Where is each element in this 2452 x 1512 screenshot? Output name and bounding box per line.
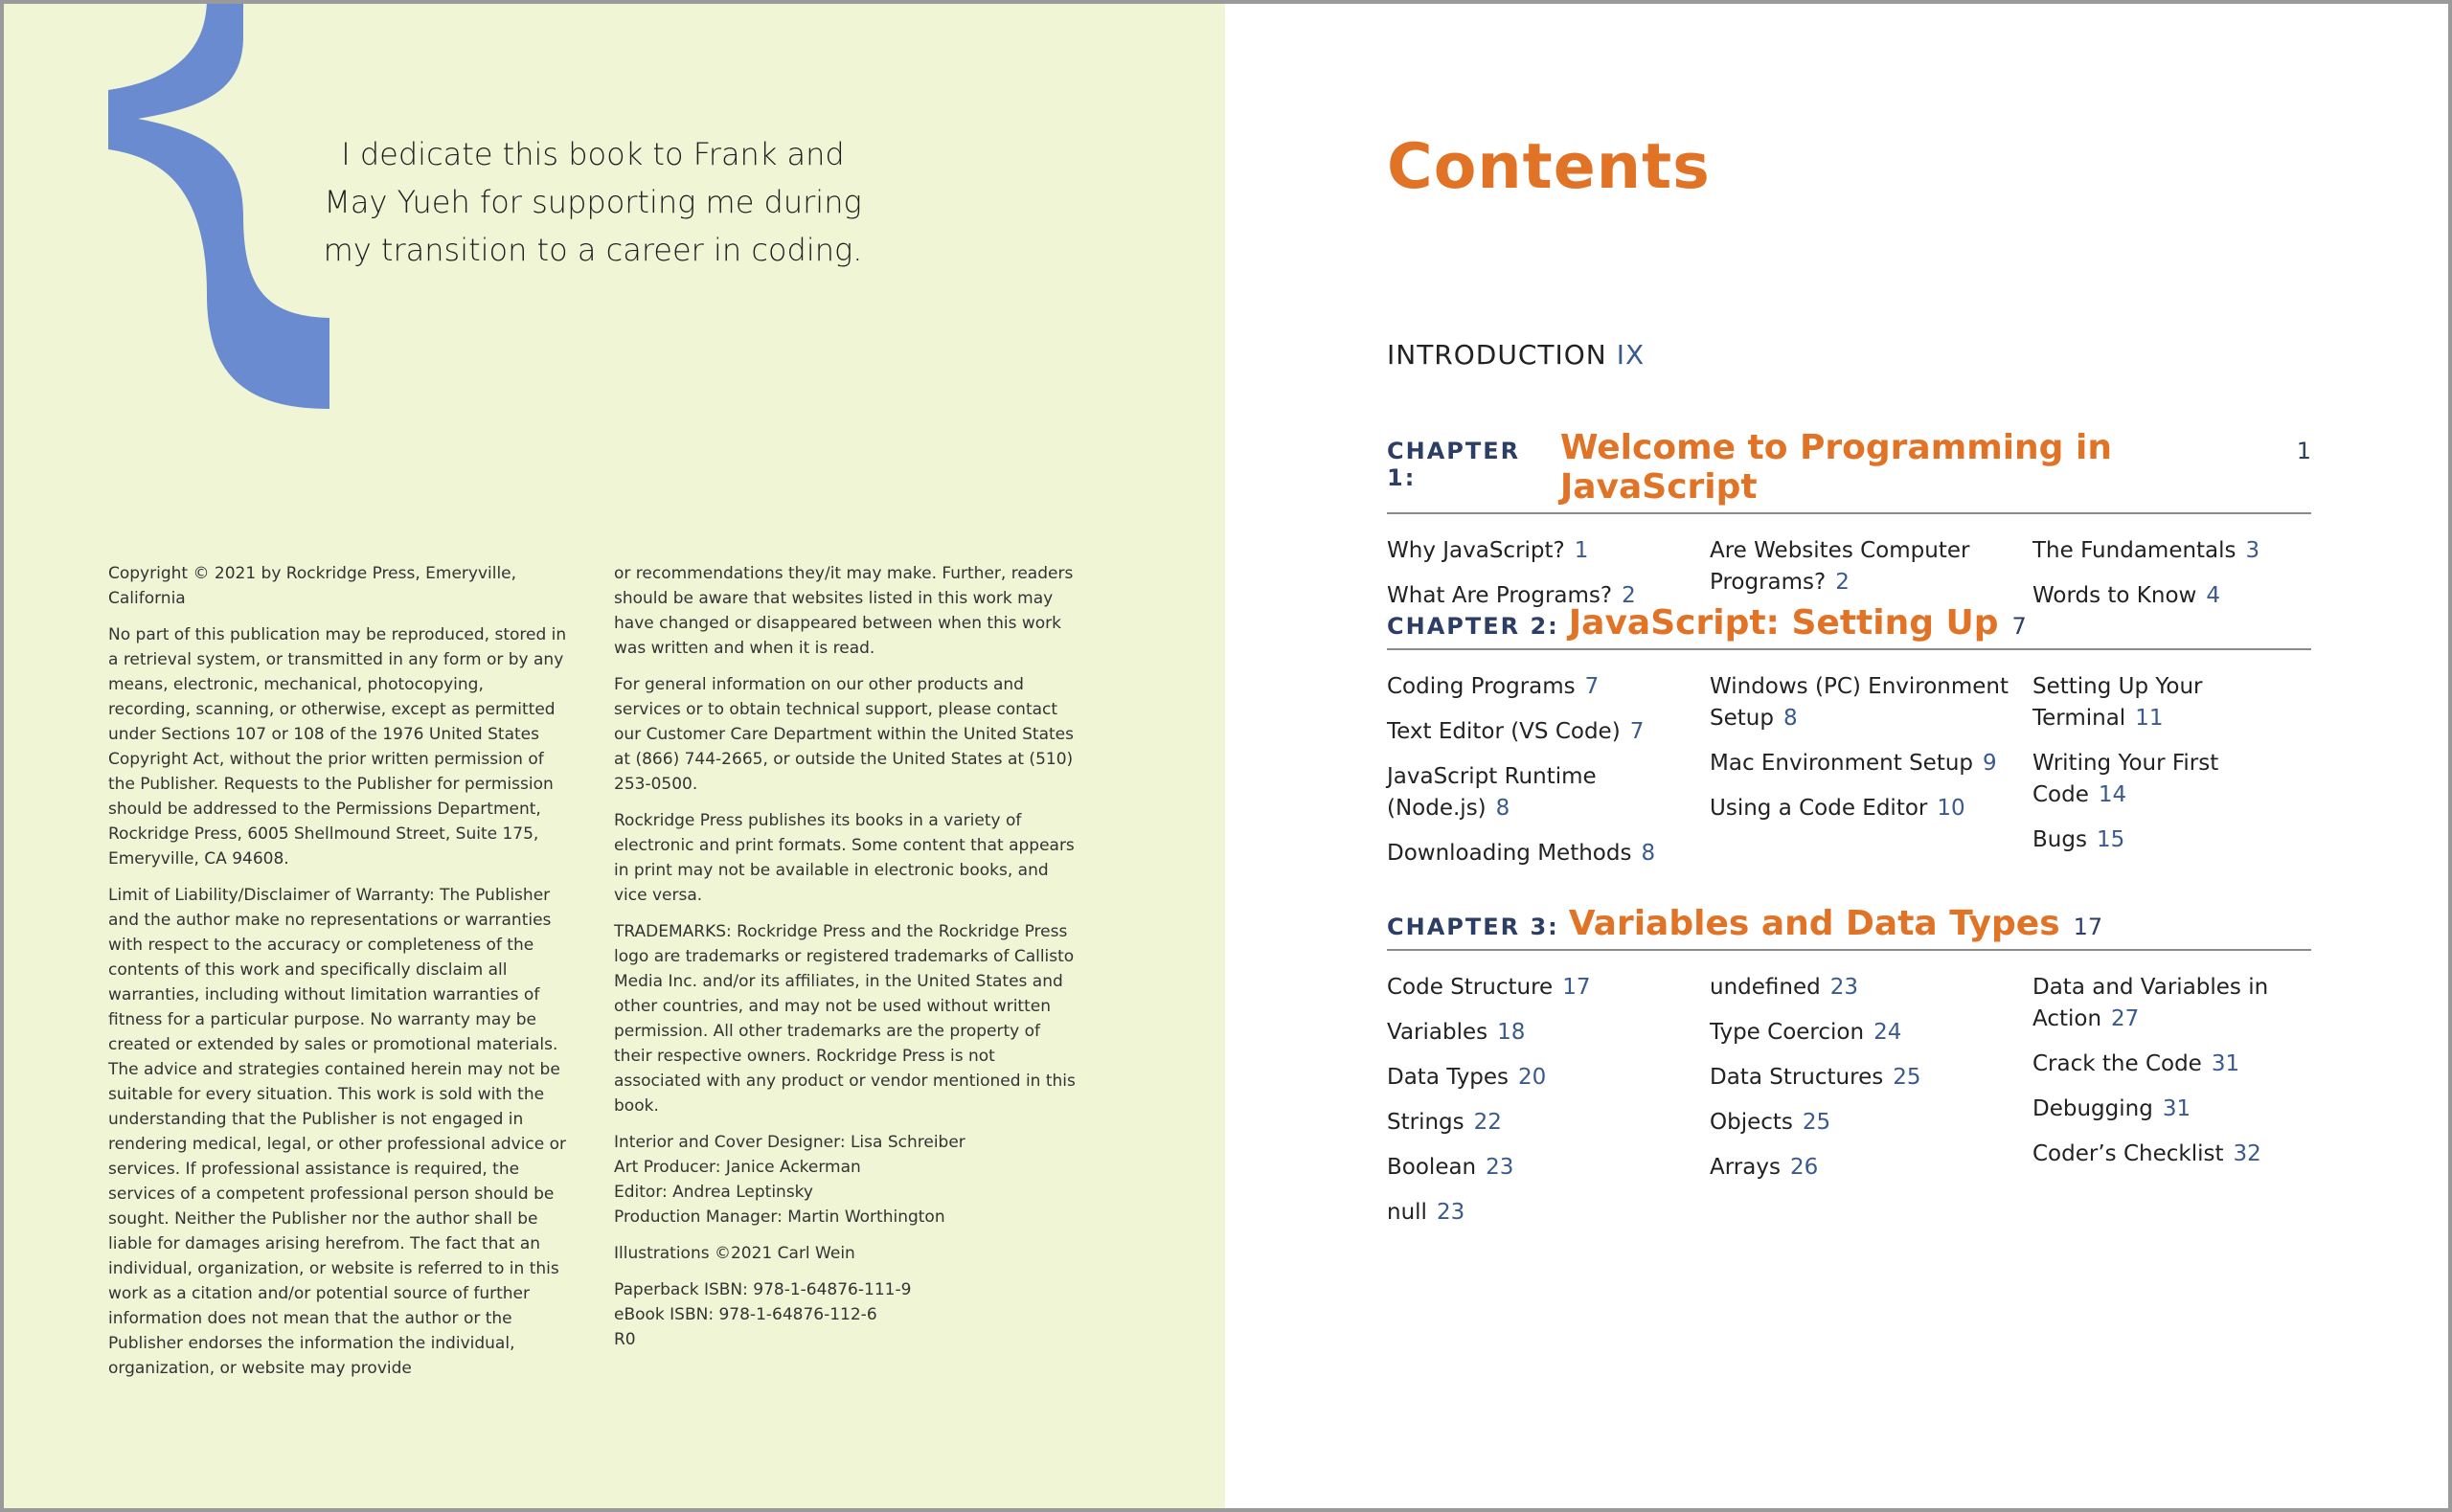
toc-entry-title: Setting Up Your Terminal bbox=[2032, 674, 2203, 731]
chapter-entries bbox=[1387, 671, 2311, 883]
left-page bbox=[4, 4, 1225, 1508]
dedication-line: my transition to a career in coding. bbox=[323, 232, 863, 268]
chapter-title: JavaScript: Setting Up bbox=[1568, 603, 1999, 643]
chapter-heading[interactable] bbox=[1387, 603, 2311, 650]
toc-entry-page: 1 bbox=[1574, 538, 1589, 563]
toc-chapter-3 bbox=[1387, 904, 2311, 1242]
toc-entry-title: Coder’s Checklist bbox=[2032, 1141, 2224, 1166]
toc-entry[interactable] bbox=[2032, 671, 2310, 734]
toc-entry-title: Arrays bbox=[1710, 1155, 1781, 1180]
toc-entry[interactable] bbox=[2032, 1139, 2310, 1170]
toc-entry[interactable] bbox=[1387, 535, 1710, 567]
copyright-paragraph: Copyright © 2021 by Rockridge Press, Emeryville, California bbox=[108, 564, 517, 608]
toc-entry[interactable] bbox=[1387, 1197, 1710, 1229]
toc-entry-title: Data Structures bbox=[1710, 1065, 1884, 1090]
copyright-line: Production Manager: Martin Worthington bbox=[614, 1207, 945, 1227]
toc-entry-title: What Are Programs? bbox=[1387, 583, 1613, 608]
toc-entry[interactable] bbox=[2032, 1094, 2310, 1125]
copyright-paragraph bbox=[614, 1277, 1076, 1352]
toc-entry[interactable] bbox=[1387, 1152, 1710, 1184]
toc-entry-title: Mac Environment Setup bbox=[1710, 751, 1974, 776]
toc-entry-page: 22 bbox=[1473, 1110, 1502, 1135]
dedication bbox=[320, 130, 866, 274]
toc-entry-page: 15 bbox=[2096, 827, 2125, 852]
copyright-column-left bbox=[108, 561, 570, 1392]
toc-entry[interactable] bbox=[1710, 671, 2032, 734]
toc-entry-page: 8 bbox=[1641, 841, 1656, 866]
copyright-line: or recommendations they/it may make. Further, readers should be aware that websites listed in this work may have changed or disappeared between when this work was written and when it is read. bbox=[614, 564, 1074, 658]
toc-entry-page: 25 bbox=[1802, 1110, 1831, 1135]
toc-entry-title: undefined bbox=[1710, 975, 1821, 1000]
copyright-paragraph bbox=[614, 808, 1076, 908]
toc-entry[interactable] bbox=[2032, 1049, 2310, 1080]
copyright-line: Paperback ISBN: 978-1-64876-111-9 bbox=[614, 1280, 912, 1299]
entry-column bbox=[2032, 972, 2310, 1242]
toc-entry[interactable] bbox=[1710, 1152, 2032, 1184]
copyright-line: Editor: Andrea Leptinsky bbox=[614, 1183, 813, 1202]
copyright-paragraph: Limit of Liability/Disclaimer of Warranty: The Publisher and the author make no representations or warranties with respect to the accuracy or completeness of the contents of this work and specifically disclaim all warranties, including without limitation warranties of fitness for a particular purpose. No warranty may be created or extended by sales or promotional materials. The advice and strategies contained herein may not be suitable for every situation. This work is sold with the understanding that the Publisher is not engaged in rendering medical, legal, or other professional advice or services. If professional assistance is required, the services of a competent professional person should be sought. Neither the Publisher nor the author shall be liable for damages arising herefrom. The fact that an individual, organization, or website is referred to in this work as a citation and/or potential source of further information does not mean that the author or the Publisher endorses the information the individual, organization, or website may provide bbox=[108, 886, 567, 1378]
toc-entry-title: Variables bbox=[1387, 1020, 1488, 1045]
copyright-line: Art Producer: Janice Ackerman bbox=[614, 1158, 861, 1177]
chapter-page: 17 bbox=[2073, 914, 2103, 940]
toc-entry[interactable] bbox=[2032, 972, 2310, 1035]
toc-chapter-2 bbox=[1387, 603, 2311, 883]
toc-entry-page: 2 bbox=[1622, 583, 1636, 608]
toc-entry-page: 23 bbox=[1829, 975, 1858, 1000]
chapter-title: Variables and Data Types bbox=[1568, 904, 2060, 943]
toc-entry[interactable] bbox=[1710, 1062, 2032, 1094]
toc-entry-page: 27 bbox=[2111, 1006, 2140, 1031]
copyright-line: R0 bbox=[614, 1330, 636, 1349]
toc-entry[interactable] bbox=[2032, 535, 2310, 567]
toc-entry-page: 24 bbox=[1873, 1020, 1902, 1045]
toc-entry-title: Text Editor (VS Code) bbox=[1387, 719, 1621, 744]
introduction-page: IX bbox=[1616, 339, 1646, 371]
toc-chapter-1 bbox=[1387, 428, 2311, 625]
copyright-paragraph bbox=[614, 672, 1076, 797]
chapter-title: Welcome to Programming in JavaScript bbox=[1559, 428, 2112, 507]
toc-entry-page: 2 bbox=[1835, 570, 1850, 595]
toc-entry[interactable] bbox=[2032, 748, 2310, 811]
toc-entry-title: Data and Variables in Action bbox=[2032, 975, 2269, 1031]
chapter-page: 1 bbox=[2296, 438, 2311, 464]
toc-entry-page: 32 bbox=[2233, 1141, 2261, 1166]
copyright-line: Interior and Cover Designer: Lisa Schreiber bbox=[614, 1133, 965, 1152]
copyright-paragraph bbox=[614, 1130, 1076, 1230]
chapter-entries bbox=[1387, 972, 2311, 1242]
toc-entry-title: Objects bbox=[1710, 1110, 1793, 1135]
copyright-block bbox=[108, 561, 1076, 1392]
toc-entry-page: 7 bbox=[1629, 719, 1645, 744]
toc-entry-page: 8 bbox=[1495, 796, 1510, 821]
toc-entry[interactable] bbox=[1387, 1017, 1710, 1049]
entry-column bbox=[2032, 671, 2310, 883]
toc-entry[interactable] bbox=[1387, 972, 1710, 1004]
curly-brace-graphic bbox=[100, 4, 349, 419]
toc-entry-page: 26 bbox=[1789, 1155, 1819, 1180]
copyright-column-right bbox=[614, 561, 1076, 1392]
toc-entry-page: 14 bbox=[2098, 782, 2127, 807]
dedication-line: I dedicate this book to Frank and bbox=[341, 136, 845, 172]
toc-entry-title: Type Coercion bbox=[1710, 1020, 1865, 1045]
toc-entry[interactable] bbox=[1710, 1107, 2032, 1139]
entry-column bbox=[1710, 671, 2032, 883]
toc-entry[interactable] bbox=[1710, 972, 2032, 1004]
toc-entry-page: 7 bbox=[1584, 674, 1600, 699]
copyright-line: TRADEMARKS: Rockridge Press and the Rockridge Press logo are trademarks or registered trademarks of Callisto Media Inc. and/or its affiliates, in the United States and other countries, and may not be used without written permission. All other trademarks are the property of their respective owners. Rockridge Press is not associated with any product or vendor mentioned in this book. bbox=[614, 922, 1076, 1116]
chapter-label: CHAPTER 1: bbox=[1387, 438, 1521, 491]
toc-entry-title: Windows (PC) Environment Setup bbox=[1710, 674, 2009, 731]
dedication-line: May Yueh for supporting me during bbox=[324, 184, 862, 220]
toc-entry[interactable] bbox=[1387, 1107, 1710, 1139]
right-page bbox=[1225, 4, 2448, 1508]
toc-entry-title: The Fundamentals bbox=[2032, 538, 2236, 563]
toc-entry-title: Crack the Code bbox=[2032, 1051, 2202, 1076]
toc-entry-title: Debugging bbox=[2032, 1096, 2153, 1121]
copyright-line: For general information on our other products and services or to obtain technical support, please contact our Customer Care Department within the United States at (866) 744-2665, or outside the United States at (510) 253-0500. bbox=[614, 675, 1074, 794]
introduction-label: INTRODUCTION bbox=[1387, 339, 1607, 371]
entry-column bbox=[1387, 972, 1710, 1242]
chapter-page: 7 bbox=[2011, 613, 2027, 640]
toc-entry-title: Boolean bbox=[1387, 1155, 1477, 1180]
toc-entry[interactable] bbox=[1387, 716, 1710, 748]
toc-entry-title: JavaScript Runtime (Node.js) bbox=[1387, 764, 1597, 821]
entry-column bbox=[1710, 972, 2032, 1242]
toc-entry-title: Words to Know bbox=[2032, 583, 2197, 608]
copyright-paragraph bbox=[614, 1241, 1076, 1266]
toc-entry-title: Downloading Methods bbox=[1387, 841, 1632, 866]
toc-entry-page: 23 bbox=[1436, 1200, 1465, 1225]
toc-entry-page: 8 bbox=[1782, 706, 1798, 731]
toc-entry-page: 31 bbox=[2162, 1096, 2191, 1121]
toc-entry[interactable] bbox=[1710, 793, 2032, 824]
entry-column bbox=[1387, 671, 1710, 883]
toc-entry-page: 10 bbox=[1937, 796, 1965, 821]
chapter-heading[interactable] bbox=[1387, 428, 2311, 514]
toc-entry[interactable] bbox=[1710, 748, 2032, 779]
toc-entry[interactable] bbox=[1387, 1062, 1710, 1094]
copyright-line: eBook ISBN: 978-1-64876-112-6 bbox=[614, 1305, 877, 1324]
toc-entry-page: 17 bbox=[1562, 975, 1591, 1000]
toc-entry[interactable] bbox=[1387, 838, 1710, 869]
toc-entry-page: 18 bbox=[1497, 1020, 1526, 1045]
toc-entry-page: 31 bbox=[2211, 1051, 2240, 1076]
toc-entry-title: null bbox=[1387, 1200, 1427, 1225]
toc-entry[interactable] bbox=[1710, 1017, 2032, 1049]
toc-entry-title: Writing Your First Code bbox=[2032, 751, 2219, 807]
toc-entry[interactable] bbox=[2032, 824, 2310, 856]
copyright-paragraph: No part of this publication may be reproduced, stored in a retrieval system, or transmitted in any form or by any means, electronic, mechanical, photocopying, recording, scanning, or otherwise, except as permitted under Sections 107 or 108 of the 1976 United States Copyright Act, without the prior written permission of the Publisher. Requests to the Publisher for permission should be addressed to the Permissions Department, Rockridge Press, 6005 Shellmound Street, Suite 175, Emeryville, CA 94608. bbox=[108, 625, 567, 869]
toc-entry-title: Using a Code Editor bbox=[1710, 796, 1928, 821]
toc-entry-title: Data Types bbox=[1387, 1065, 1510, 1090]
book-spread bbox=[4, 4, 2448, 1508]
toc-entry-title: Bugs bbox=[2032, 827, 2087, 852]
copyright-paragraph bbox=[614, 561, 1076, 661]
toc-entry-title: Strings bbox=[1387, 1110, 1464, 1135]
toc-entry-page: 4 bbox=[2206, 583, 2220, 608]
contents-title: Contents bbox=[1387, 131, 1711, 203]
toc-entry-title: Why JavaScript? bbox=[1387, 538, 1565, 563]
toc-entry-page: 20 bbox=[1518, 1065, 1547, 1090]
toc-entry-title: Code Structure bbox=[1387, 975, 1554, 1000]
toc-entry-page: 9 bbox=[1983, 751, 1997, 776]
copyright-line: Rockridge Press publishes its books in a variety of electronic and print formats. Some content that appears in print may not be available in electronic books, and vice versa. bbox=[614, 811, 1075, 905]
chapter-label: CHAPTER 2: bbox=[1387, 613, 1559, 640]
toc-entry[interactable] bbox=[1387, 671, 1710, 703]
toc-entry-page: 11 bbox=[2135, 706, 2164, 731]
toc-entry-title: Are Websites Computer Programs? bbox=[1710, 538, 1970, 595]
toc-entry[interactable] bbox=[1710, 535, 2032, 598]
copyright-paragraph bbox=[614, 919, 1076, 1118]
chapter-heading[interactable] bbox=[1387, 904, 2311, 951]
toc-entry-page: 25 bbox=[1893, 1065, 1921, 1090]
chapter-label: CHAPTER 3: bbox=[1387, 914, 1559, 940]
copyright-line: Illustrations ©2021 Carl Wein bbox=[614, 1244, 855, 1263]
toc-entry-title: Coding Programs bbox=[1387, 674, 1576, 699]
toc-entry-page: 3 bbox=[2245, 538, 2260, 563]
toc-introduction[interactable] bbox=[1387, 339, 1645, 371]
toc-entry[interactable] bbox=[1387, 761, 1710, 824]
toc-entry-page: 23 bbox=[1486, 1155, 1514, 1180]
